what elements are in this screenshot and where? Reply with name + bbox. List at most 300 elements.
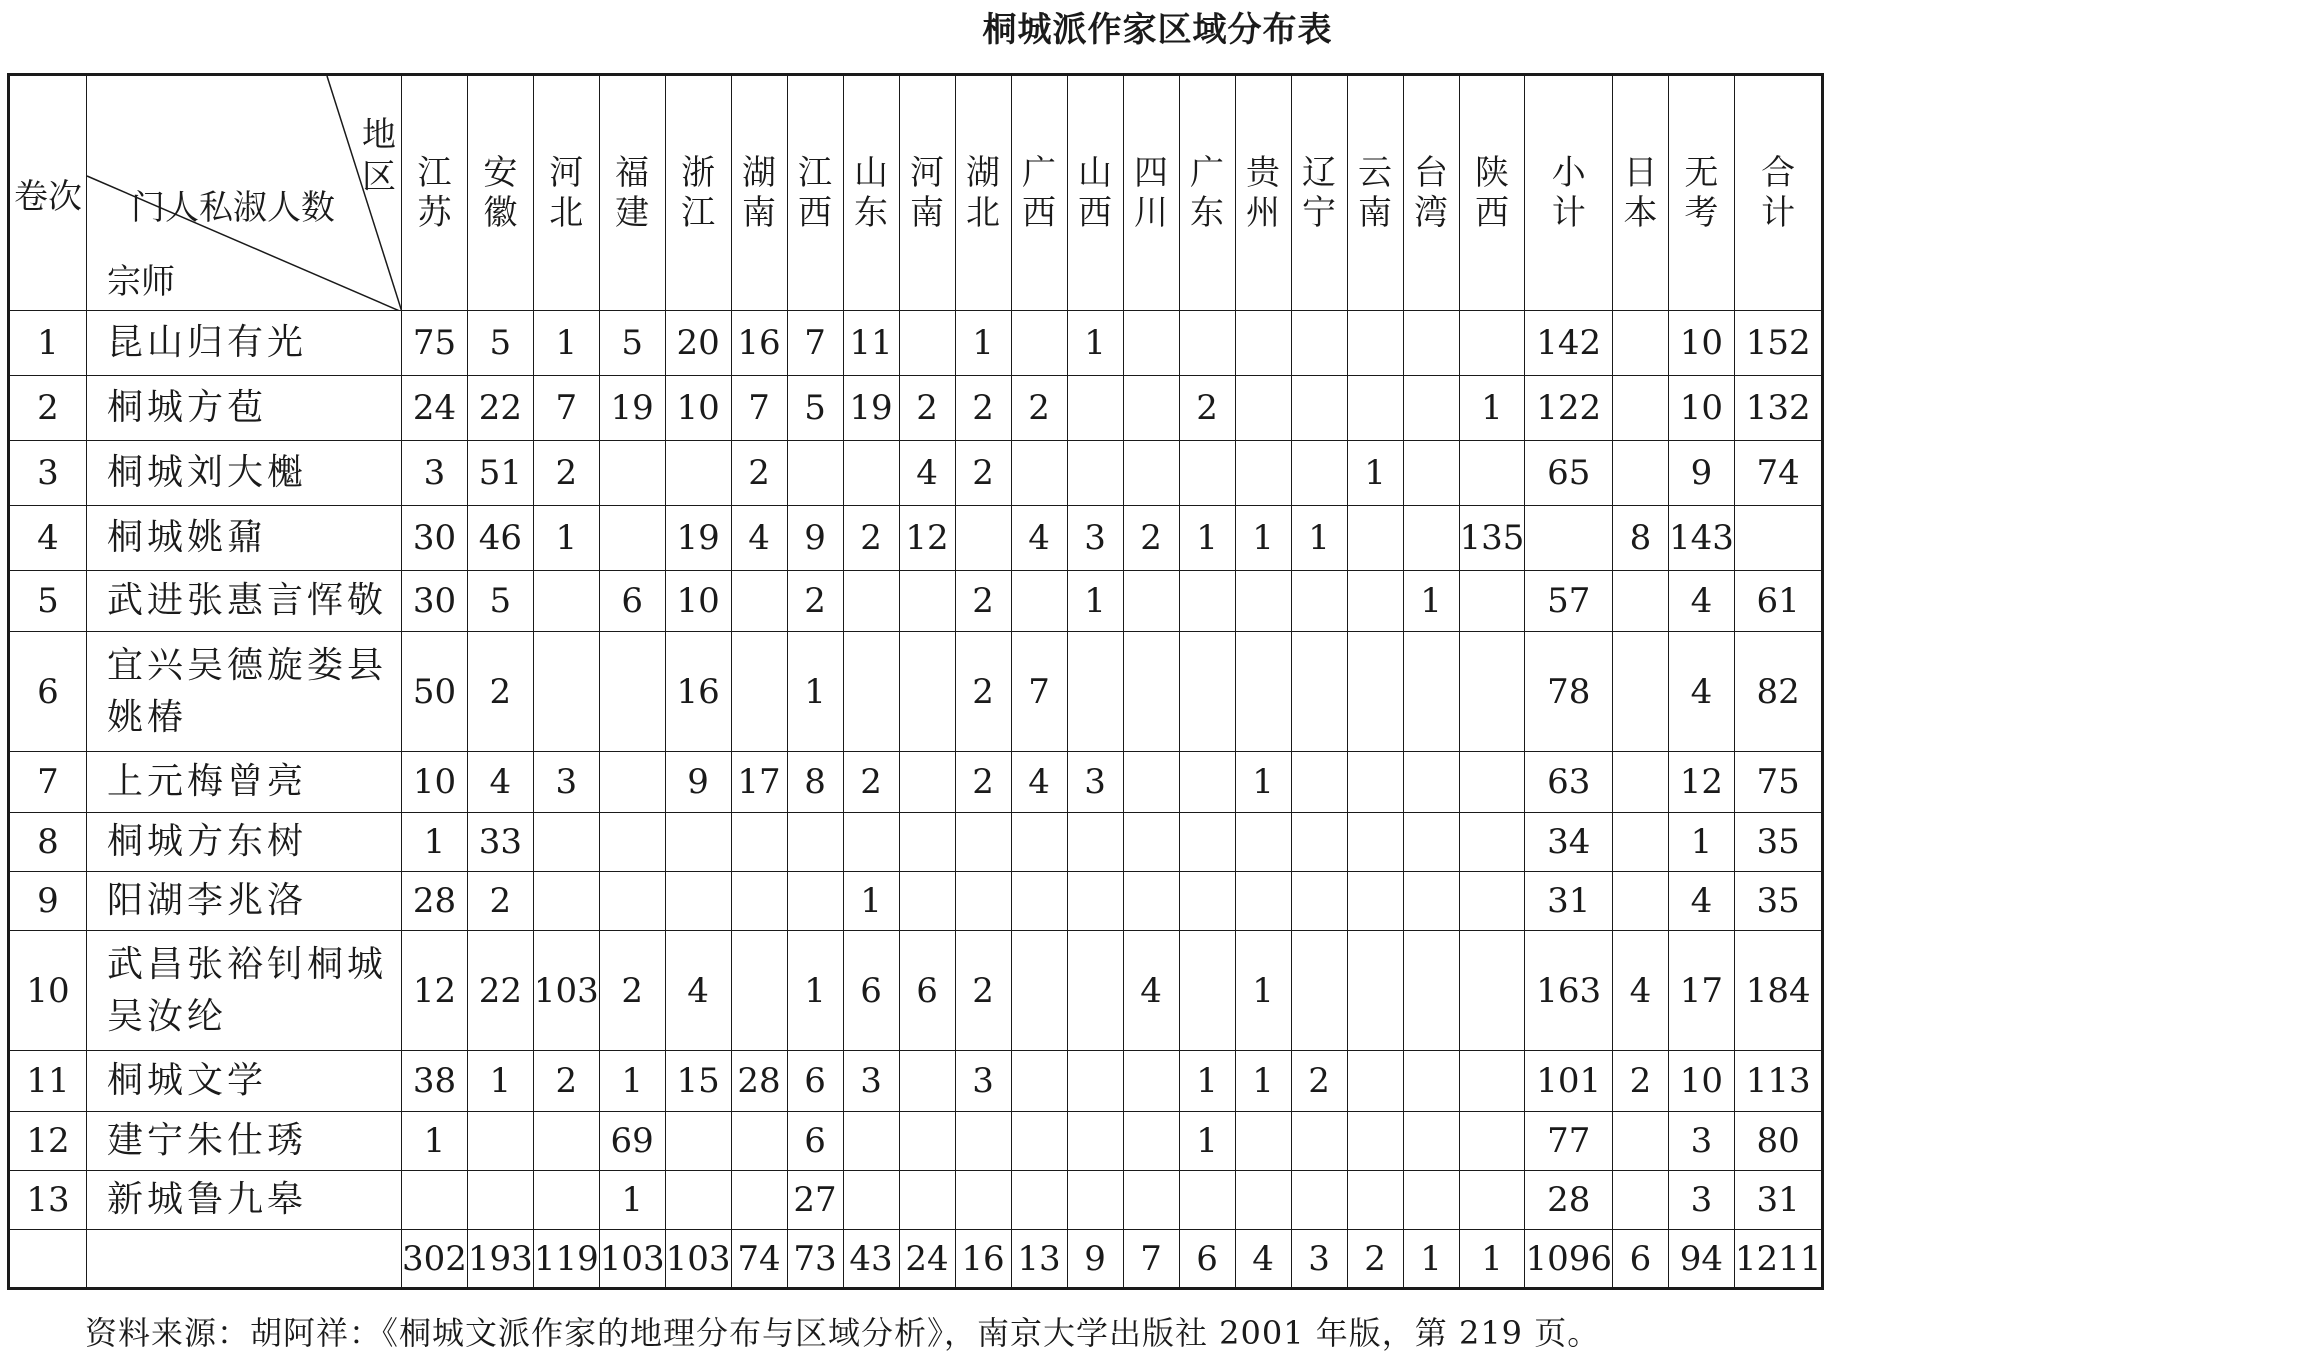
count-cell [899, 571, 955, 632]
count-cell [1291, 813, 1347, 872]
count-cell [1123, 872, 1179, 931]
volume-cell: 12 [9, 1112, 87, 1171]
count-cell: 2 [533, 441, 599, 506]
volume-cell: 6 [9, 632, 87, 752]
count-cell [1403, 1171, 1459, 1230]
count-cell [731, 872, 787, 931]
count-cell [1291, 1112, 1347, 1171]
count-cell [1347, 506, 1403, 571]
count-cell: 75 [1734, 752, 1823, 813]
total-cell: 7 [1123, 1230, 1179, 1289]
count-cell [1179, 813, 1235, 872]
count-cell: 4 [1668, 872, 1734, 931]
count-cell: 28 [731, 1051, 787, 1112]
count-cell: 2 [955, 376, 1011, 441]
count-cell [1235, 632, 1291, 752]
count-cell: 65 [1525, 441, 1613, 506]
count-cell: 2 [955, 931, 1011, 1051]
count-cell: 1 [1403, 571, 1459, 632]
count-cell: 78 [1525, 632, 1613, 752]
count-cell: 4 [731, 506, 787, 571]
count-cell [599, 632, 665, 752]
count-cell [899, 311, 955, 376]
count-cell: 69 [599, 1112, 665, 1171]
count-cell: 2 [1179, 376, 1235, 441]
total-cell: 103 [665, 1230, 731, 1289]
count-cell [843, 1171, 899, 1230]
count-cell [1612, 752, 1668, 813]
count-cell: 1 [533, 506, 599, 571]
count-cell: 22 [467, 376, 533, 441]
count-cell [533, 872, 599, 931]
count-cell [1067, 376, 1123, 441]
count-cell [899, 1112, 955, 1171]
volume-cell: 2 [9, 376, 87, 441]
count-cell: 19 [843, 376, 899, 441]
count-cell [1459, 632, 1525, 752]
count-cell [1347, 632, 1403, 752]
count-cell: 1 [1235, 931, 1291, 1051]
count-cell [1011, 441, 1067, 506]
count-cell [1291, 872, 1347, 931]
count-cell: 1 [402, 1112, 468, 1171]
count-cell [1067, 1051, 1123, 1112]
count-cell [1612, 872, 1668, 931]
master-name-cell: 武进张惠言恽敬 [87, 571, 402, 632]
count-cell [599, 752, 665, 813]
table-row [9, 1171, 1823, 1230]
count-cell [1235, 1171, 1291, 1230]
count-cell: 11 [843, 311, 899, 376]
count-cell [1123, 1171, 1179, 1230]
count-cell [665, 1171, 731, 1230]
count-cell [1235, 311, 1291, 376]
column-header: 辽宁 [1291, 75, 1347, 311]
count-cell [1459, 1112, 1525, 1171]
column-header: 广东 [1179, 75, 1235, 311]
count-cell [787, 441, 843, 506]
count-cell: 46 [467, 506, 533, 571]
column-header: 台湾 [1403, 75, 1459, 311]
count-cell [1459, 872, 1525, 931]
count-cell: 82 [1734, 632, 1823, 752]
count-cell: 5 [467, 311, 533, 376]
empty-cell [9, 1230, 87, 1289]
table-row [9, 506, 1823, 571]
count-cell: 1 [1235, 506, 1291, 571]
count-cell: 2 [899, 376, 955, 441]
count-cell [1347, 571, 1403, 632]
count-cell: 17 [1668, 931, 1734, 1051]
count-cell [787, 813, 843, 872]
count-cell [1123, 1051, 1179, 1112]
count-cell: 6 [899, 931, 955, 1051]
count-cell [731, 571, 787, 632]
count-cell [1347, 931, 1403, 1051]
count-cell: 17 [731, 752, 787, 813]
count-cell [955, 1171, 1011, 1230]
count-cell: 24 [402, 376, 468, 441]
column-header: 福建 [599, 75, 665, 311]
count-cell [1011, 813, 1067, 872]
volume-cell: 10 [9, 931, 87, 1051]
count-cell [1123, 311, 1179, 376]
count-cell: 2 [955, 752, 1011, 813]
count-cell [1347, 752, 1403, 813]
count-cell: 2 [533, 1051, 599, 1112]
count-cell: 2 [1612, 1051, 1668, 1112]
count-cell: 33 [467, 813, 533, 872]
count-cell: 10 [402, 752, 468, 813]
count-cell [899, 632, 955, 752]
count-cell: 1 [599, 1171, 665, 1230]
count-cell: 3 [1668, 1171, 1734, 1230]
count-cell [1291, 752, 1347, 813]
count-cell [1459, 571, 1525, 632]
count-cell: 3 [1067, 752, 1123, 813]
count-cell [1291, 376, 1347, 441]
count-cell: 27 [787, 1171, 843, 1230]
count-cell: 122 [1525, 376, 1613, 441]
count-cell: 12 [402, 931, 468, 1051]
total-cell: 302 [402, 1230, 468, 1289]
distribution-table [7, 73, 1824, 1290]
column-header: 山西 [1067, 75, 1123, 311]
count-cell: 4 [1612, 931, 1668, 1051]
count-cell: 184 [1734, 931, 1823, 1051]
count-cell: 61 [1734, 571, 1823, 632]
count-cell [731, 632, 787, 752]
count-cell: 19 [599, 376, 665, 441]
total-cell: 73 [787, 1230, 843, 1289]
table-row [9, 813, 1823, 872]
count-cell [1459, 1171, 1525, 1230]
count-cell [1459, 311, 1525, 376]
count-cell [1459, 813, 1525, 872]
count-cell [1347, 376, 1403, 441]
count-cell: 1 [1235, 752, 1291, 813]
count-cell: 4 [665, 931, 731, 1051]
count-cell: 3 [402, 441, 468, 506]
count-cell [1123, 571, 1179, 632]
count-cell [1123, 376, 1179, 441]
count-cell [1291, 441, 1347, 506]
count-cell [1612, 632, 1668, 752]
count-cell [955, 813, 1011, 872]
count-cell: 4 [467, 752, 533, 813]
count-cell: 19 [665, 506, 731, 571]
count-cell: 1 [1179, 506, 1235, 571]
total-cell: 43 [843, 1230, 899, 1289]
count-cell [1123, 813, 1179, 872]
master-name-cell: 桐城方苞 [87, 376, 402, 441]
volume-cell: 1 [9, 311, 87, 376]
count-cell [899, 1051, 955, 1112]
count-cell [467, 1112, 533, 1171]
totals-row [9, 1230, 1823, 1289]
count-cell: 6 [599, 571, 665, 632]
column-header: 安徽 [467, 75, 533, 311]
table-row [9, 1051, 1823, 1112]
total-cell: 193 [467, 1230, 533, 1289]
count-cell [843, 1112, 899, 1171]
count-cell: 142 [1525, 311, 1613, 376]
volume-cell: 11 [9, 1051, 87, 1112]
count-cell [1123, 752, 1179, 813]
count-cell [1291, 1171, 1347, 1230]
count-cell: 22 [467, 931, 533, 1051]
total-cell: 3 [1291, 1230, 1347, 1289]
count-cell [731, 1112, 787, 1171]
table-row [9, 931, 1823, 1051]
count-cell: 1 [1347, 441, 1403, 506]
count-cell: 75 [402, 311, 468, 376]
count-cell [1011, 1112, 1067, 1171]
count-cell: 7 [787, 311, 843, 376]
count-cell: 16 [665, 632, 731, 752]
count-cell [1235, 571, 1291, 632]
column-header: 小计 [1525, 75, 1613, 311]
count-cell: 5 [599, 311, 665, 376]
count-cell [1011, 931, 1067, 1051]
column-header: 湖北 [955, 75, 1011, 311]
count-cell: 4 [1011, 752, 1067, 813]
count-cell: 1 [955, 311, 1011, 376]
count-cell: 3 [533, 752, 599, 813]
count-cell: 80 [1734, 1112, 1823, 1171]
count-cell: 10 [1668, 1051, 1734, 1112]
master-name-cell: 建宁朱仕琇 [87, 1112, 402, 1171]
count-cell [533, 1171, 599, 1230]
count-cell [599, 506, 665, 571]
count-cell [1612, 1112, 1668, 1171]
column-header: 四川 [1123, 75, 1179, 311]
count-cell: 1 [599, 1051, 665, 1112]
count-cell: 1 [787, 632, 843, 752]
master-name-cell: 新城鲁九皋 [87, 1171, 402, 1230]
count-cell: 10 [1668, 311, 1734, 376]
count-cell [665, 441, 731, 506]
count-cell [1612, 376, 1668, 441]
count-cell: 16 [731, 311, 787, 376]
count-cell [955, 872, 1011, 931]
count-cell [1067, 1171, 1123, 1230]
count-cell: 2 [955, 441, 1011, 506]
master-name-cell: 阳湖李兆洛 [87, 872, 402, 931]
count-cell: 2 [467, 872, 533, 931]
count-cell [1179, 872, 1235, 931]
count-cell: 2 [955, 632, 1011, 752]
count-cell: 4 [1668, 571, 1734, 632]
volume-cell: 8 [9, 813, 87, 872]
count-cell: 2 [467, 632, 533, 752]
column-header: 云南 [1347, 75, 1403, 311]
count-cell [899, 813, 955, 872]
count-cell: 30 [402, 506, 468, 571]
master-name-cell: 上元梅曾亮 [87, 752, 402, 813]
column-header: 无考 [1668, 75, 1734, 311]
total-cell: 24 [899, 1230, 955, 1289]
count-cell [899, 1171, 955, 1230]
count-cell [599, 441, 665, 506]
count-cell [731, 1171, 787, 1230]
count-cell: 1 [1668, 813, 1734, 872]
total-cell: 103 [599, 1230, 665, 1289]
count-cell: 57 [1525, 571, 1613, 632]
count-cell: 2 [731, 441, 787, 506]
count-cell: 4 [1668, 632, 1734, 752]
count-cell: 34 [1525, 813, 1613, 872]
table-row [9, 441, 1823, 506]
count-cell [599, 813, 665, 872]
count-cell: 63 [1525, 752, 1613, 813]
column-header: 广西 [1011, 75, 1067, 311]
master-name-cell: 桐城刘大櫆 [87, 441, 402, 506]
table-title: 桐城派作家区域分布表 [982, 10, 1333, 50]
total-cell: 6 [1179, 1230, 1235, 1289]
count-cell [1067, 931, 1123, 1051]
count-cell: 6 [843, 931, 899, 1051]
count-cell [1011, 571, 1067, 632]
count-cell: 132 [1734, 376, 1823, 441]
count-cell: 10 [1668, 376, 1734, 441]
count-cell: 10 [665, 376, 731, 441]
count-cell: 10 [665, 571, 731, 632]
column-header: 河北 [533, 75, 599, 311]
count-cell [1179, 1171, 1235, 1230]
count-cell [1612, 571, 1668, 632]
table-body [9, 311, 1823, 1289]
count-cell [787, 872, 843, 931]
count-cell: 31 [1525, 872, 1613, 931]
count-cell [1459, 931, 1525, 1051]
count-cell: 1 [843, 872, 899, 931]
master-name-cell: 桐城姚鼐 [87, 506, 402, 571]
count-cell [1011, 1051, 1067, 1112]
count-cell [1011, 1171, 1067, 1230]
count-cell: 2 [1291, 1051, 1347, 1112]
count-cell: 1 [1235, 1051, 1291, 1112]
count-cell [1067, 441, 1123, 506]
count-cell: 1 [402, 813, 468, 872]
count-cell [665, 872, 731, 931]
count-cell [1734, 506, 1823, 571]
count-cell [1612, 441, 1668, 506]
count-cell [1291, 632, 1347, 752]
table-row [9, 311, 1823, 376]
count-cell: 3 [1067, 506, 1123, 571]
count-cell [1235, 1112, 1291, 1171]
count-cell [843, 571, 899, 632]
volume-cell: 9 [9, 872, 87, 931]
count-cell [1011, 311, 1067, 376]
count-cell: 4 [1011, 506, 1067, 571]
diagonal-region-label: 地区 [362, 115, 396, 197]
count-cell: 135 [1459, 506, 1525, 571]
table-row [9, 571, 1823, 632]
column-header: 日本 [1612, 75, 1668, 311]
count-cell [1067, 813, 1123, 872]
count-cell: 152 [1734, 311, 1823, 376]
count-cell [1459, 441, 1525, 506]
column-header: 江西 [787, 75, 843, 311]
column-header: 山东 [843, 75, 899, 311]
table-row [9, 376, 1823, 441]
count-cell [1179, 632, 1235, 752]
count-cell: 9 [1668, 441, 1734, 506]
count-cell: 143 [1668, 506, 1734, 571]
count-cell [843, 441, 899, 506]
count-cell [533, 813, 599, 872]
count-cell [1347, 1171, 1403, 1230]
total-cell: 16 [955, 1230, 1011, 1289]
count-cell [599, 872, 665, 931]
count-cell [899, 752, 955, 813]
count-cell: 30 [402, 571, 468, 632]
count-cell [1067, 632, 1123, 752]
count-cell: 12 [1668, 752, 1734, 813]
count-cell [1403, 813, 1459, 872]
count-cell: 1 [1067, 571, 1123, 632]
count-cell: 77 [1525, 1112, 1613, 1171]
count-cell: 4 [899, 441, 955, 506]
count-cell [1403, 752, 1459, 813]
count-cell [1123, 632, 1179, 752]
master-name-cell: 昆山归有光 [87, 311, 402, 376]
count-cell: 35 [1734, 813, 1823, 872]
count-cell [467, 1171, 533, 1230]
count-cell: 1 [1459, 376, 1525, 441]
count-cell [1525, 506, 1613, 571]
count-cell [1179, 571, 1235, 632]
count-cell [1347, 311, 1403, 376]
count-cell: 2 [843, 752, 899, 813]
count-cell [1403, 1112, 1459, 1171]
count-cell: 28 [402, 872, 468, 931]
count-cell [1403, 311, 1459, 376]
count-cell [1123, 1112, 1179, 1171]
count-cell [843, 813, 899, 872]
count-cell [1067, 872, 1123, 931]
count-cell [1403, 872, 1459, 931]
count-cell: 31 [1734, 1171, 1823, 1230]
count-cell [1235, 376, 1291, 441]
count-cell: 8 [1612, 506, 1668, 571]
count-cell [843, 632, 899, 752]
total-cell: 1 [1403, 1230, 1459, 1289]
count-cell [402, 1171, 468, 1230]
source-note: 资料来源：胡阿祥：《桐城文派作家的地理分布与区域分析》，南京大学出版社 2001 年版，第 219 页。 [85, 1314, 1601, 1352]
count-cell: 51 [467, 441, 533, 506]
count-cell: 1 [787, 931, 843, 1051]
count-cell: 2 [955, 571, 1011, 632]
count-cell: 8 [787, 752, 843, 813]
count-cell [1067, 1112, 1123, 1171]
count-cell: 28 [1525, 1171, 1613, 1230]
count-cell [1235, 872, 1291, 931]
count-cell [1347, 872, 1403, 931]
count-cell [955, 506, 1011, 571]
count-cell [1291, 311, 1347, 376]
count-cell: 7 [533, 376, 599, 441]
master-name-cell: 桐城文学 [87, 1051, 402, 1112]
count-cell [1179, 441, 1235, 506]
count-cell: 2 [1011, 376, 1067, 441]
count-cell [533, 571, 599, 632]
count-cell [1179, 931, 1235, 1051]
count-cell [1179, 752, 1235, 813]
count-cell: 2 [843, 506, 899, 571]
